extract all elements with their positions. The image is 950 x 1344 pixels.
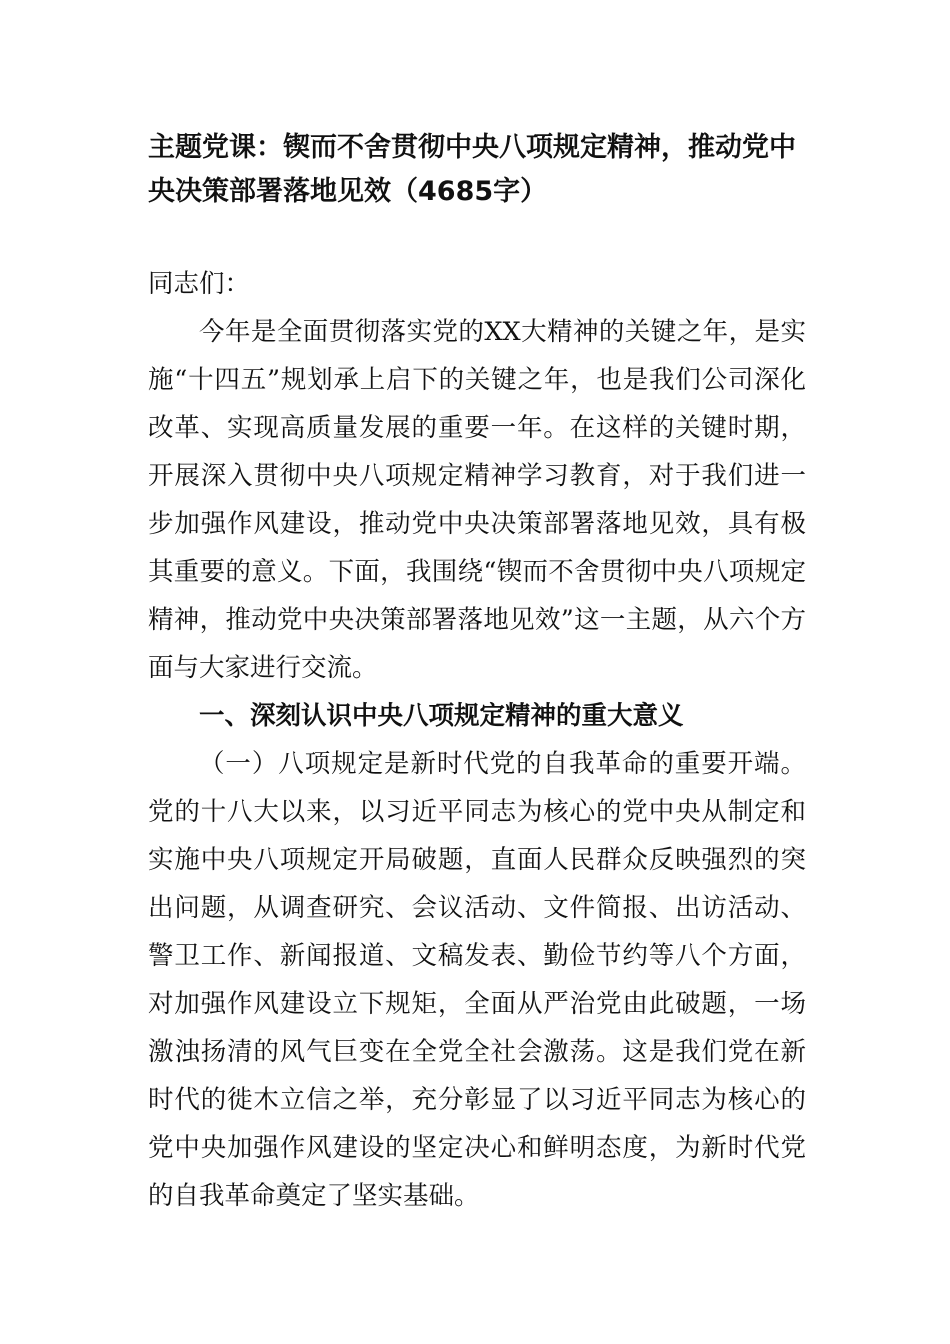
document-title: 主题党课：锲而不舍贯彻中央八项规定精神，推动党中央决策部署落地见效（4685字）: [148, 132, 796, 207]
section-heading: 一、深刻认识中央八项规定精神的重大意义: [199, 701, 684, 731]
intro-paragraph: 今年是全面贯彻落实党的XX大精神的关键之年，是实施“十四五”规划承上启下的关键之年，也是我们公司深化改革、实现高质量发展的重要一年。在这样的关键时期，开展深入贯彻中央八项规定精神学习教育，对于我们进一步加强作风建设，推动党中央决策部署落地见效，具有极其重要的意义。下面，我围绕“锲而不舍贯彻中央八项规定精神，推动党中央决策部署落地见效”这一主题，从六个方面与大家进行交流。: [148, 317, 806, 683]
document-body: [148, 260, 806, 1220]
salutation: 同志们：: [148, 269, 251, 299]
section-paragraph: （一）八项规定是新时代党的自我革命的重要开端。党的十八大以来，以习近平同志为核心的党中央从制定和实施中央八项规定开局破题，直面人民群众反映强烈的突出问题，从调查研究、会议活动、文件简报、出访活动、警卫工作、新闻报道、文稿发表、勤俭节约等八个方面，对加强作风建设立下规矩，全面从严治党由此破题，一场激浊扬清的风气巨变在全党全社会激荡。这是我们党在新时代的徙木立信之举，充分彰显了以习近平同志为核心的党中央加强作风建设的坚定决心和鲜明态度，为新时代党的自我革命奠定了坚实基础。: [148, 749, 806, 1211]
